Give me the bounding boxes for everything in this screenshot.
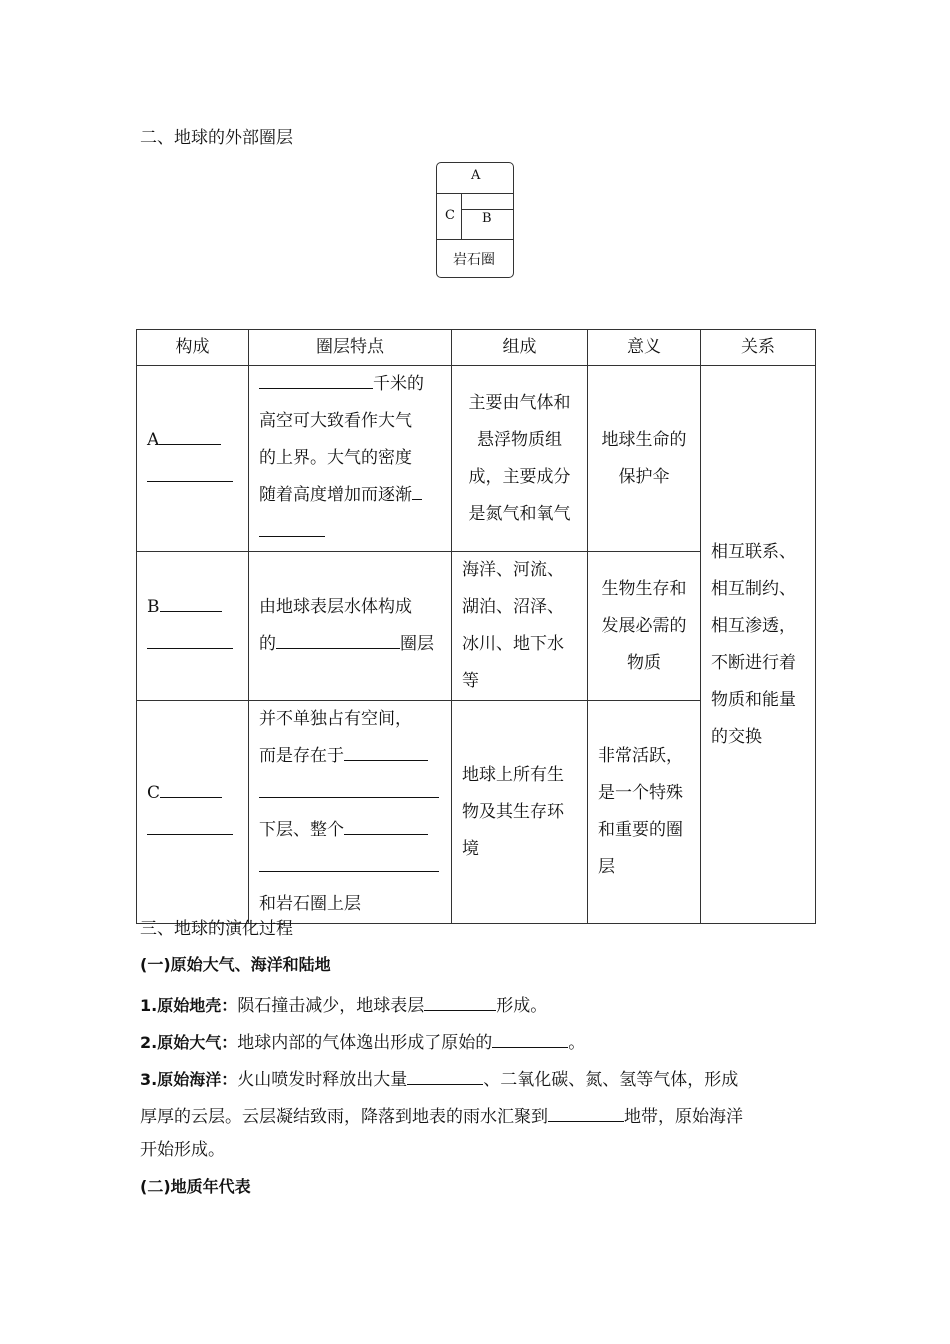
header-cell: 构成: [137, 330, 249, 366]
section-title: 三、地球的演化过程: [140, 919, 293, 939]
row-b-feature: 由地球表层水体构成 的 圈层: [249, 552, 452, 701]
diagram-label-a: A: [471, 168, 481, 183]
header-cell: 关系: [701, 330, 816, 366]
diagram-label-b: B: [482, 211, 492, 226]
subsection-title: (二)地质年代表: [140, 1177, 251, 1196]
header-cell: 圈层特点: [249, 330, 452, 366]
item-3-line-2: 厚厚的云层。云层凝结致雨，降落到地表的雨水汇聚到 地带，原始海洋: [140, 1103, 743, 1127]
header-cell: 组成: [452, 330, 588, 366]
table-header-row: [137, 330, 816, 366]
row-c-label: C: [137, 701, 249, 924]
item-2: 2.原始大气：地球内部的气体逸出形成了原始的 。: [140, 1029, 585, 1053]
row-a-composition: 主要由气体和悬浮物质组成，主要成分是氮气和氧气: [452, 366, 588, 552]
item-3: 3.原始海洋：火山喷发时释放出大量 、二氧化碳、氮、氢等气体，形成: [140, 1066, 738, 1090]
row-b-meaning: 生物生存和发展必需的物质: [588, 552, 701, 701]
table-row: [137, 366, 816, 552]
row-b-composition: 海洋、河流、湖泊、沼泽、冰川、地下水等: [452, 552, 588, 701]
diagram-label-rock: 岩石圈: [453, 252, 495, 268]
section-title: 二、地球的外部圈层: [140, 128, 293, 148]
row-c-feature: 并不单独占有空间， 而是存在于 下层、整个 和岩石圈上层: [249, 701, 452, 924]
row-a-label: A: [137, 366, 249, 552]
header-cell: 意义: [588, 330, 701, 366]
item-1: 1.原始地壳：陨石撞击减少，地球表层 形成。: [140, 992, 547, 1016]
item-3-line-3: 开始形成。: [140, 1140, 225, 1160]
diagram-label-c: C: [445, 208, 455, 223]
subsection-title: (一)原始大气、海洋和陆地: [140, 955, 331, 974]
row-b-label: B: [137, 552, 249, 701]
row-c-meaning: 非常活跃，是一个特殊和重要的圈层: [588, 701, 701, 924]
row-a-feature: 千米的 高空可大致看作大气 的上界。大气的密度 随着高度增加而逐渐: [249, 366, 452, 552]
sphere-diagram: [436, 162, 514, 278]
sphere-table: [136, 329, 816, 924]
row-c-composition: 地球上所有生物及其生存环境: [452, 701, 588, 924]
row-a-meaning: 地球生命的保护伞: [588, 366, 701, 552]
relation-cell: 相互联系、相互制约、相互渗透，不断进行着物质和能量的交换: [701, 366, 816, 924]
